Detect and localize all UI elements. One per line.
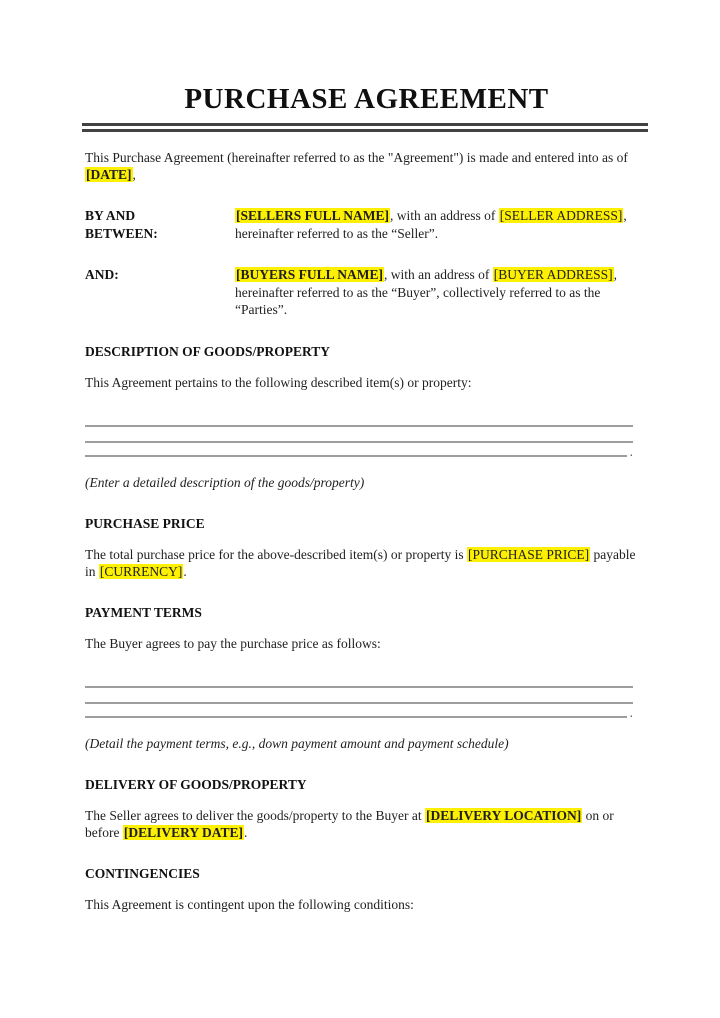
placeholder-highlight: [BUYERS FULL NAME] <box>236 267 384 282</box>
placeholder-highlight: [SELLERS FULL NAME] <box>236 208 390 223</box>
text-run: on or before <box>85 807 614 840</box>
section-heading: DESCRIPTION OF GOODS/PROPERTY <box>85 343 331 359</box>
fill-in-line <box>85 443 633 457</box>
fill-in-line <box>85 704 633 718</box>
text-run: , hereinafter referred to as the “Buyer”, collectively referred to as the “Parties”. <box>235 267 618 317</box>
section-heading: CONTINGENCIES <box>85 865 200 881</box>
placeholder-highlight: [SELLER ADDRESS] <box>499 208 623 223</box>
italic-note: (Enter a detailed description of the goods/property) <box>85 474 365 490</box>
text-run: The total purchase price for the above-described item(s) or property is <box>85 546 467 562</box>
fill-in-line-segment <box>85 441 627 457</box>
fill-in-lines <box>85 672 633 718</box>
fill-in-line <box>85 672 633 688</box>
text-run: The Buyer agrees to pay the purchase price as follows: <box>85 635 381 651</box>
fill-in-line <box>85 411 633 427</box>
text-run: This Agreement pertains to the following described item(s) or property: <box>85 374 472 390</box>
text-run: The Seller agrees to deliver the goods/property to the Buyer at <box>85 807 426 823</box>
placeholder-highlight: [CURRENCY] <box>99 563 183 579</box>
placeholder-highlight: [BUYER ADDRESS] <box>493 267 613 282</box>
trailing-period: . <box>629 443 633 459</box>
placeholder-highlight: [DELIVERY LOCATION] <box>426 807 582 823</box>
placeholder-highlight: [DELIVERY DATE] <box>123 824 244 840</box>
document-page <box>85 0 648 913</box>
party-block <box>85 266 648 319</box>
text-run: payable in <box>85 546 636 579</box>
paragraph <box>85 635 648 652</box>
document-title: PURCHASE AGREEMENT <box>184 83 549 115</box>
paragraph <box>85 807 648 841</box>
paragraph <box>85 896 648 913</box>
fill-in-lines <box>85 411 633 457</box>
text-run: , hereinafter referred to as the “Seller”. <box>235 208 627 241</box>
title-rule <box>82 123 648 132</box>
italic-note: (Detail the payment terms, e.g., down payment amount and payment schedule) <box>85 735 509 751</box>
party-text <box>235 266 648 319</box>
text-run: . <box>183 563 187 579</box>
party-block <box>85 207 648 242</box>
text-run: , with an address of <box>384 267 493 282</box>
placeholder-highlight: [DATE] <box>86 167 132 182</box>
text-run: , <box>132 167 136 182</box>
text-run: , with an address of <box>390 208 499 223</box>
text-run: This Agreement is contingent upon the following conditions: <box>85 896 414 912</box>
paragraph <box>85 149 648 183</box>
document-body <box>85 149 648 913</box>
party-label: AND: <box>85 267 119 282</box>
fill-in-line-segment <box>85 702 627 718</box>
text-run: This Purchase Agreement (hereinafter referred to as the "Agreement") is made and entered into as of <box>85 150 628 165</box>
party-text <box>235 207 648 242</box>
party-label: BY AND BETWEEN: <box>85 208 158 241</box>
text-run: . <box>244 824 248 840</box>
section-heading: PURCHASE PRICE <box>85 515 205 531</box>
paragraph <box>85 546 648 580</box>
trailing-period: . <box>629 704 633 720</box>
placeholder-highlight: [PURCHASE PRICE] <box>467 546 590 562</box>
paragraph <box>85 374 648 391</box>
section-heading: PAYMENT TERMS <box>85 604 202 620</box>
section-heading: DELIVERY OF GOODS/PROPERTY <box>85 776 307 792</box>
